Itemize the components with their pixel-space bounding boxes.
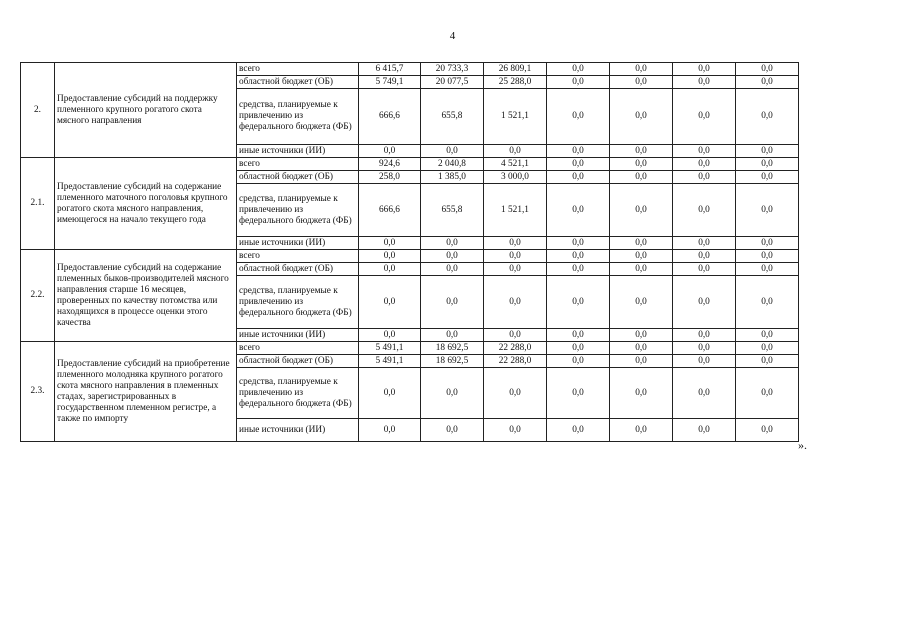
- funding-table-body: [21, 63, 799, 442]
- amount-cell: 0,0: [610, 158, 673, 171]
- amount-cell: 666,6: [359, 184, 421, 237]
- amount-cell: 0,0: [610, 355, 673, 368]
- funding-source-label: средства, планируемые к привлечению из федерального бюджета (ФБ): [237, 368, 359, 419]
- amount-cell: 0,0: [547, 276, 610, 329]
- amount-cell: 0,0: [673, 329, 736, 342]
- amount-cell: 0,0: [484, 329, 547, 342]
- amount-cell: 0,0: [421, 250, 484, 263]
- amount-cell: 0,0: [736, 184, 799, 237]
- funding-source-label: иные источники (ИИ): [237, 329, 359, 342]
- amount-cell: 0,0: [736, 171, 799, 184]
- amount-cell: 1 521,1: [484, 184, 547, 237]
- amount-cell: 0,0: [421, 368, 484, 419]
- amount-cell: 5 491,1: [359, 342, 421, 355]
- funding-source-label: всего: [237, 342, 359, 355]
- amount-cell: 3 000,0: [484, 171, 547, 184]
- table-row: [21, 63, 799, 76]
- amount-cell: 0,0: [359, 276, 421, 329]
- amount-cell: 0,0: [673, 184, 736, 237]
- funding-source-label: иные источники (ИИ): [237, 237, 359, 250]
- table-row: [21, 250, 799, 263]
- amount-cell: 0,0: [421, 145, 484, 158]
- page-number: 4: [449, 30, 456, 42]
- amount-cell: 0,0: [673, 89, 736, 145]
- amount-cell: 0,0: [484, 419, 547, 442]
- amount-cell: 0,0: [673, 76, 736, 89]
- item-description-cell: Предоставление субсидий на содержание племенного маточного поголовья крупного рогатого скота мясного направления, имеющегося на начало текущего года: [55, 158, 237, 250]
- funding-source-label: всего: [237, 250, 359, 263]
- amount-cell: 22 288,0: [484, 355, 547, 368]
- amount-cell: 666,6: [359, 89, 421, 145]
- amount-cell: 0,0: [547, 329, 610, 342]
- amount-cell: 0,0: [484, 276, 547, 329]
- amount-cell: 0,0: [736, 76, 799, 89]
- item-number-cell: 2.3.: [21, 342, 55, 442]
- amount-cell: 0,0: [736, 89, 799, 145]
- amount-cell: 0,0: [610, 276, 673, 329]
- amount-cell: 0,0: [547, 250, 610, 263]
- amount-cell: 0,0: [547, 184, 610, 237]
- amount-cell: 20 733,3: [421, 63, 484, 76]
- amount-cell: 0,0: [421, 237, 484, 250]
- funding-source-label: иные источники (ИИ): [237, 145, 359, 158]
- amount-cell: 0,0: [610, 63, 673, 76]
- funding-source-label: средства, планируемые к привлечению из федерального бюджета (ФБ): [237, 276, 359, 329]
- amount-cell: 0,0: [673, 263, 736, 276]
- amount-cell: 0,0: [359, 250, 421, 263]
- item-description-cell: Предоставление субсидий на приобретение племенного молодняка крупного рогатого скота мясного направления в племенных стадах, зарегистрированных в государственном племенном регистре, а также по импорту: [55, 342, 237, 442]
- amount-cell: 5 491,1: [359, 355, 421, 368]
- amount-cell: 0,0: [736, 276, 799, 329]
- amount-cell: 0,0: [673, 419, 736, 442]
- amount-cell: 924,6: [359, 158, 421, 171]
- amount-cell: 0,0: [547, 171, 610, 184]
- funding-source-label: областной бюджет (ОБ): [237, 355, 359, 368]
- amount-cell: 0,0: [547, 342, 610, 355]
- amount-cell: 0,0: [610, 263, 673, 276]
- amount-cell: 0,0: [673, 368, 736, 419]
- amount-cell: 0,0: [673, 250, 736, 263]
- amount-cell: 0,0: [421, 419, 484, 442]
- amount-cell: 655,8: [421, 89, 484, 145]
- amount-cell: 0,0: [421, 263, 484, 276]
- amount-cell: 20 077,5: [421, 76, 484, 89]
- amount-cell: 0,0: [547, 158, 610, 171]
- amount-cell: 0,0: [736, 250, 799, 263]
- amount-cell: 0,0: [736, 63, 799, 76]
- amount-cell: 0,0: [359, 237, 421, 250]
- amount-cell: 0,0: [359, 419, 421, 442]
- table-row: [21, 342, 799, 355]
- funding-source-label: всего: [237, 158, 359, 171]
- item-number-cell: 2.2.: [21, 250, 55, 342]
- amount-cell: 6 415,7: [359, 63, 421, 76]
- amount-cell: 0,0: [736, 368, 799, 419]
- amount-cell: 0,0: [673, 276, 736, 329]
- amount-cell: 0,0: [673, 145, 736, 158]
- amount-cell: 0,0: [673, 342, 736, 355]
- amount-cell: 0,0: [484, 250, 547, 263]
- amount-cell: 0,0: [673, 158, 736, 171]
- amount-cell: 0,0: [359, 145, 421, 158]
- amount-cell: 0,0: [484, 368, 547, 419]
- amount-cell: 0,0: [547, 145, 610, 158]
- amount-cell: 0,0: [547, 89, 610, 145]
- amount-cell: 0,0: [610, 329, 673, 342]
- amount-cell: 0,0: [421, 276, 484, 329]
- funding-source-label: областной бюджет (ОБ): [237, 76, 359, 89]
- amount-cell: 1 385,0: [421, 171, 484, 184]
- item-description-cell: Предоставление субсидий на содержание племенных быков-производителей мясного направления старше 16 месяцев, проверенных по качеству потомства или находящихся в процессе оценки этого качества: [55, 250, 237, 342]
- amount-cell: 0,0: [359, 263, 421, 276]
- amount-cell: 0,0: [610, 184, 673, 237]
- amount-cell: 0,0: [610, 250, 673, 263]
- amount-cell: 0,0: [736, 329, 799, 342]
- item-number-cell: 2.: [21, 63, 55, 158]
- amount-cell: 0,0: [610, 145, 673, 158]
- amount-cell: 0,0: [610, 89, 673, 145]
- amount-cell: 0,0: [673, 355, 736, 368]
- item-number-cell: 2.1.: [21, 158, 55, 250]
- amount-cell: 2 040,8: [421, 158, 484, 171]
- amount-cell: 0,0: [673, 237, 736, 250]
- amount-cell: 0,0: [547, 419, 610, 442]
- amount-cell: 1 521,1: [484, 89, 547, 145]
- funding-source-label: средства, планируемые к привлечению из федерального бюджета (ФБ): [237, 89, 359, 145]
- amount-cell: 0,0: [610, 171, 673, 184]
- amount-cell: 0,0: [359, 329, 421, 342]
- amount-cell: 0,0: [610, 419, 673, 442]
- amount-cell: 4 521,1: [484, 158, 547, 171]
- funding-source-label: областной бюджет (ОБ): [237, 171, 359, 184]
- amount-cell: 258,0: [359, 171, 421, 184]
- amount-cell: 0,0: [736, 145, 799, 158]
- amount-cell: 0,0: [673, 171, 736, 184]
- amount-cell: 0,0: [547, 355, 610, 368]
- amount-cell: 0,0: [421, 329, 484, 342]
- amount-cell: 25 288,0: [484, 76, 547, 89]
- amount-cell: 0,0: [610, 368, 673, 419]
- item-description-cell: Предоставление субсидий на поддержку племенного крупного рогатого скота мясного направления: [55, 63, 237, 158]
- amount-cell: 0,0: [547, 76, 610, 89]
- amount-cell: 0,0: [484, 145, 547, 158]
- funding-source-label: областной бюджет (ОБ): [237, 263, 359, 276]
- funding-source-label: всего: [237, 63, 359, 76]
- amount-cell: 0,0: [673, 63, 736, 76]
- amount-cell: 0,0: [484, 237, 547, 250]
- amount-cell: 0,0: [547, 368, 610, 419]
- amount-cell: 0,0: [736, 158, 799, 171]
- amount-cell: 655,8: [421, 184, 484, 237]
- amount-cell: 26 809,1: [484, 63, 547, 76]
- amount-cell: 0,0: [547, 237, 610, 250]
- amount-cell: 0,0: [547, 263, 610, 276]
- closing-quote-mark: ».: [798, 438, 807, 452]
- funding-source-label: иные источники (ИИ): [237, 419, 359, 442]
- amount-cell: 18 692,5: [421, 342, 484, 355]
- table-row: [21, 158, 799, 171]
- amount-cell: 0,0: [736, 237, 799, 250]
- funding-table: [20, 62, 799, 442]
- amount-cell: 0,0: [736, 263, 799, 276]
- amount-cell: 5 749,1: [359, 76, 421, 89]
- amount-cell: 0,0: [736, 419, 799, 442]
- amount-cell: 0,0: [610, 237, 673, 250]
- amount-cell: 0,0: [736, 355, 799, 368]
- amount-cell: 18 692,5: [421, 355, 484, 368]
- amount-cell: 0,0: [610, 342, 673, 355]
- amount-cell: 22 288,0: [484, 342, 547, 355]
- funding-source-label: средства, планируемые к привлечению из федерального бюджета (ФБ): [237, 184, 359, 237]
- amount-cell: 0,0: [610, 76, 673, 89]
- amount-cell: 0,0: [484, 263, 547, 276]
- amount-cell: 0,0: [547, 63, 610, 76]
- amount-cell: 0,0: [736, 342, 799, 355]
- amount-cell: 0,0: [359, 368, 421, 419]
